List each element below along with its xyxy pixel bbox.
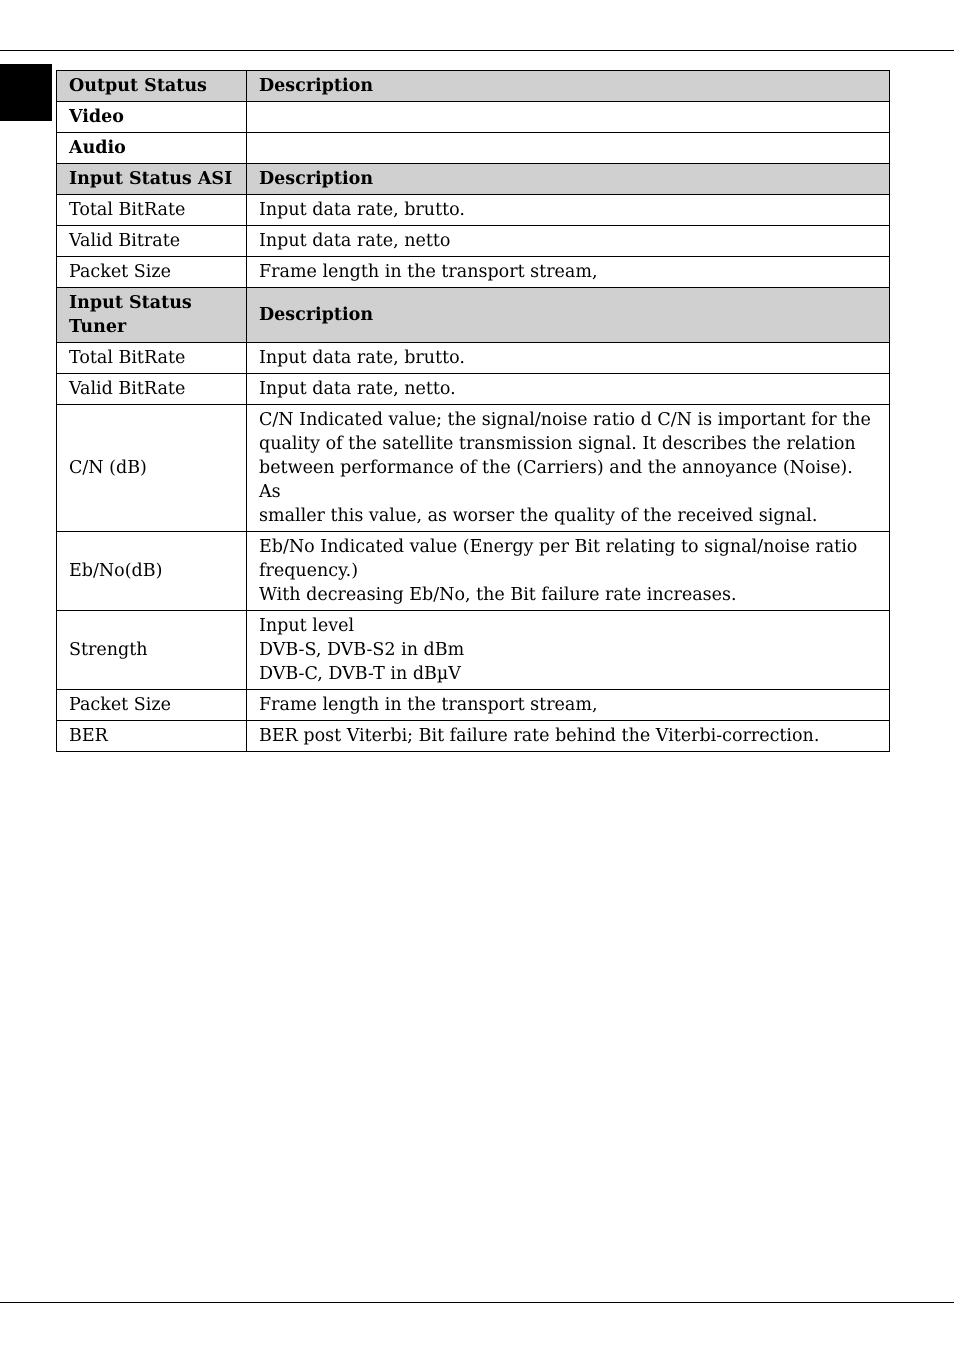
description-line: DVB-S, DVB-S2 in dBm: [259, 640, 465, 660]
status-description-table: [56, 70, 890, 752]
parameter-description-cell: [247, 532, 890, 611]
description-line: [259, 136, 877, 160]
table-row: [57, 226, 890, 257]
table-row: [57, 405, 890, 532]
description-line: DVB-C, DVB-T in dBµV: [259, 664, 461, 684]
description-line: smaller this value, as worser the quality of the received signal.: [259, 506, 818, 526]
parameter-description-cell: [247, 343, 890, 374]
table-header-row: [57, 71, 890, 102]
chapter-tab-marker: [0, 64, 52, 121]
table-header-row: [57, 288, 890, 343]
description-line: Eb/No Indicated value (Energy per Bit relating to signal/noise ratio: [259, 537, 858, 557]
parameter-name-cell: Packet Size: [57, 690, 247, 721]
table-row: [57, 690, 890, 721]
parameter-name-cell: Valid BitRate: [57, 374, 247, 405]
parameter-name-cell: Total BitRate: [57, 343, 247, 374]
parameter-description-cell: [247, 721, 890, 752]
section-header-name: Input Status ASI: [57, 164, 247, 195]
table-row: [57, 195, 890, 226]
parameter-description-cell: [247, 133, 890, 164]
parameter-description-cell: [247, 257, 890, 288]
description-line: Frame length in the transport stream,: [259, 695, 598, 715]
parameter-description-cell: [247, 690, 890, 721]
parameter-name-cell: BER: [57, 721, 247, 752]
table-row: [57, 532, 890, 611]
section-header-name: Input Status Tuner: [57, 288, 247, 343]
parameter-name-cell: Valid Bitrate: [57, 226, 247, 257]
description-line: With decreasing Eb/No, the Bit failure rate increases.: [259, 585, 737, 605]
table-row: [57, 343, 890, 374]
parameter-name-cell: Strength: [57, 611, 247, 690]
description-line: Input data rate, netto.: [259, 379, 456, 399]
description-line: Input data rate, netto: [259, 231, 451, 251]
parameter-name-cell: Eb/No(dB): [57, 532, 247, 611]
description-line: Input data rate, brutto.: [259, 200, 465, 220]
parameter-description-cell: [247, 374, 890, 405]
description-line: [259, 105, 877, 129]
section-header-description: Description: [247, 288, 890, 343]
parameter-name-cell: Total BitRate: [57, 195, 247, 226]
parameter-description-cell: [247, 102, 890, 133]
description-line: quality of the satellite transmission signal. It describes the relation: [259, 434, 856, 454]
parameter-description-cell: [247, 611, 890, 690]
footer-rule: [0, 1302, 954, 1303]
parameter-description-cell: [247, 226, 890, 257]
description-line: between performance of the (Carriers) and the annoyance (Noise). As: [259, 458, 853, 502]
section-header-name: Output Status: [57, 71, 247, 102]
parameter-name-cell: C/N (dB): [57, 405, 247, 532]
table-row: [57, 102, 890, 133]
header-rule: [0, 50, 954, 51]
table-row: [57, 611, 890, 690]
table-body: [57, 71, 890, 752]
description-line: C/N Indicated value; the signal/noise ratio d C/N is important for the: [259, 410, 871, 430]
section-header-description: Description: [247, 164, 890, 195]
description-line: Frame length in the transport stream,: [259, 262, 598, 282]
table-row: [57, 721, 890, 752]
table-row: [57, 133, 890, 164]
parameter-description-cell: [247, 195, 890, 226]
description-line: frequency.): [259, 561, 359, 581]
parameter-description-cell: [247, 405, 890, 532]
table-header-row: [57, 164, 890, 195]
description-line: Input data rate, brutto.: [259, 348, 465, 368]
parameter-name-cell: Audio: [57, 133, 247, 164]
table-row: [57, 374, 890, 405]
parameter-name-cell: Video: [57, 102, 247, 133]
parameter-name-cell: Packet Size: [57, 257, 247, 288]
description-line: Input level: [259, 616, 355, 636]
section-header-description: Description: [247, 71, 890, 102]
table-row: [57, 257, 890, 288]
description-line: BER post Viterbi; Bit failure rate behind the Viterbi-correction.: [259, 726, 820, 746]
